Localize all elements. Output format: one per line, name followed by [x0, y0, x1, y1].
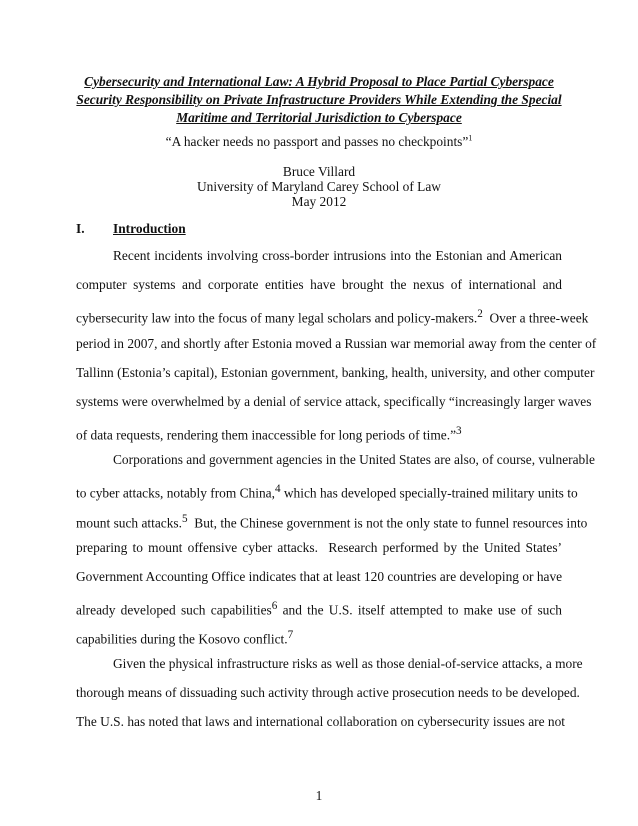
footnote-ref[interactable]: 6	[271, 600, 278, 612]
body-line: thorough means of dissuading such activity through active prosecution needs to be developed.	[76, 685, 580, 700]
section-number: I.	[76, 221, 85, 236]
title-line: Maritime and Territorial Jurisdiction to Cyberspace	[176, 110, 462, 125]
body-line: computer systems and corporate entities have brought the nexus of international and	[76, 277, 562, 292]
epigraph	[0, 134, 638, 150]
body-line: already developed such capabilities$^6$ and the U.S. itself attempted to make use of such	[76, 600, 562, 618]
footnote-ref[interactable]: 3	[456, 425, 462, 437]
body-line: Corporations and government agencies in the United States are also, of course, vulnerable	[113, 452, 595, 467]
paper-title	[70, 73, 568, 127]
body-line: mount such attacks.$^5$ But, the Chinese government is not the only state to funnel resources into	[76, 513, 588, 531]
footnote-ref[interactable]: 2	[477, 308, 483, 320]
body-line: The U.S. has noted that laws and international collaboration on cybersecurity issues are not	[76, 714, 565, 729]
body-line: systems were overwhelmed by a denial of service attack, specifically “increasingly larger waves	[76, 394, 592, 409]
section-title: Introduction	[113, 221, 186, 236]
footnote-ref[interactable]: 4	[274, 483, 281, 495]
footnote-ref[interactable]: 1	[468, 133, 473, 143]
footnote-ref[interactable]: 7	[287, 629, 294, 641]
body-line: to cyber attacks, notably from China,$^4$ which has developed specially-trained military units to	[76, 483, 578, 501]
body-line: Given the physical infrastructure risks as well as those denial-of-service attacks, a more	[113, 656, 583, 671]
title-line: Security Responsibility on Private Infrastructure Providers While Extending the Special	[76, 92, 562, 107]
body-line: capabilities during the Kosovo conflict.$^7$	[76, 629, 294, 647]
byline	[0, 164, 638, 209]
title-line: Cybersecurity and International Law: A Hybrid Proposal to Place Partial Cyberspace	[84, 74, 554, 89]
body-line: of data requests, rendering them inaccessible for long periods of time.”$^3$	[76, 425, 462, 443]
body-line: cybersecurity law into the focus of many legal scholars and policy-makers.$^2$ Over a three-week	[76, 308, 589, 326]
body-line: period in 2007, and shortly after Estonia moved a Russian war memorial away from the center of	[76, 336, 597, 351]
epigraph-text: “A hacker needs no passport and passes no checkpoints”	[165, 134, 469, 149]
footnote-ref[interactable]: 5	[182, 513, 188, 525]
author-name: Bruce Villard	[282, 164, 356, 179]
page-number: 1	[315, 788, 323, 803]
publication-date: May 2012	[291, 194, 347, 209]
body-line: Recent incidents involving cross-border intrusions into the Estonian and American	[113, 248, 562, 263]
body-line: Tallinn (Estonia’s capital), Estonian government, banking, health, university, and other computer	[76, 365, 595, 380]
body-line: preparing to mount offensive cyber attacks. Research performed by the United States’	[76, 540, 562, 555]
author-affiliation: University of Maryland Carey School of Law	[197, 179, 441, 194]
body-line: Government Accounting Office indicates that at least 120 countries are developing or have	[76, 569, 563, 584]
